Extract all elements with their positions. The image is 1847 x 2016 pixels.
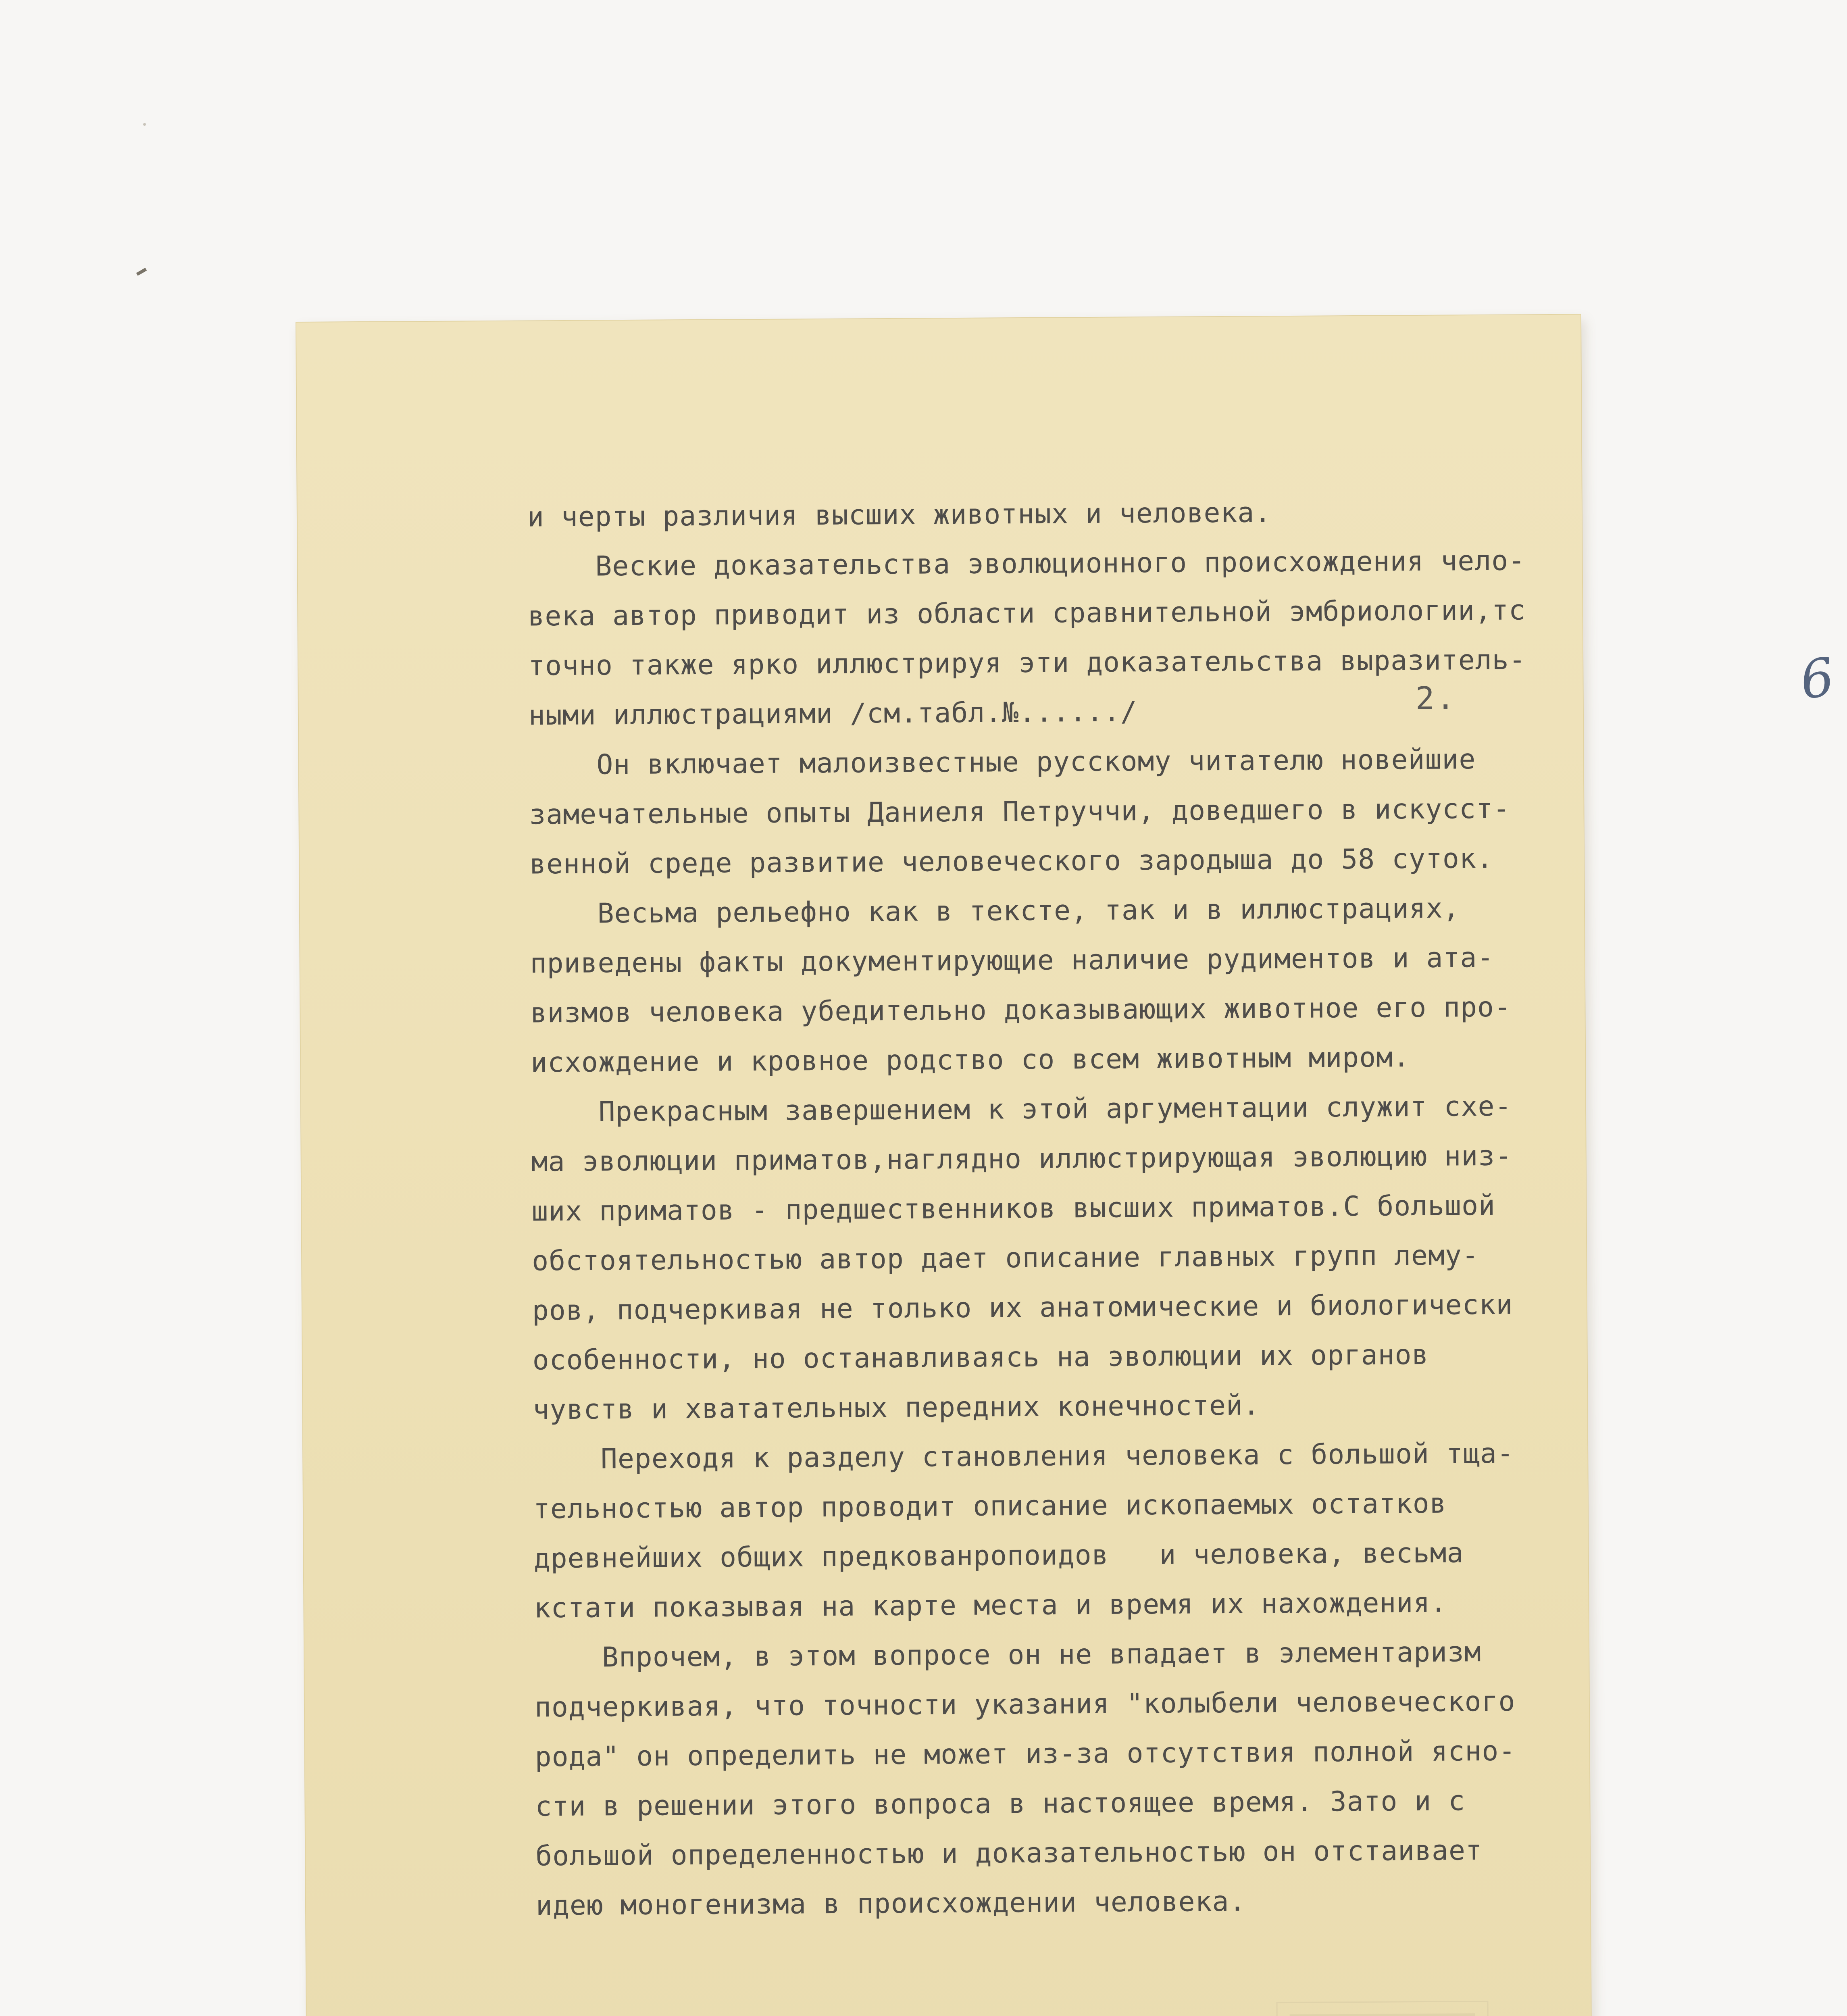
body-text [527, 486, 1609, 1931]
text-line: ма эволюции приматов,наглядно иллюстрирующая эволюцию низ- [531, 1140, 1512, 1178]
text-line: Прекрасным завершением к этой аргументации служит схе- [531, 1090, 1512, 1129]
text-line: Переходя к разделу становления человека с большой тща- [533, 1437, 1514, 1476]
text-line: века автор приводит из области сравнительной эмбриологии,тс [528, 594, 1526, 633]
text-line: Веские доказательства эволюционного происхождения чело- [527, 545, 1526, 583]
text-line: ших приматов - предшественников высших приматов.С большой [531, 1189, 1496, 1228]
text-line: и черты различия высших животных и человека. [527, 497, 1272, 533]
text-line: Весьма рельефно как в тексте, так и в иллюстрациях, [529, 892, 1460, 930]
text-line: замечательные опыты Даниеля Петруччи, доведшего в искусст- [529, 793, 1510, 831]
text-line: исхождение и кровное родство со всем животным миром. [530, 1041, 1410, 1079]
text-line: Впрочем, в этом вопросе он не впадает в элементаризм [534, 1636, 1482, 1674]
text-line: ров, подчеркивая не только их анатомические и биологически [532, 1289, 1513, 1327]
handwritten-archive-number: 6 [1796, 646, 1838, 712]
text-line: особенности, но останавливаясь на эволюции их органов [532, 1339, 1429, 1377]
text-line: большой определенностью и доказательностью он отстаивает [535, 1835, 1483, 1872]
text-line: Он включает малоизвестные русскому читателю новейшие [529, 744, 1476, 781]
scan-dust-speck [143, 123, 146, 126]
text-line: чувств и хватательных передних конечностей. [533, 1389, 1260, 1426]
text-line: визмов человека убедительно доказывающих животное его про- [530, 991, 1512, 1029]
text-line: ными иллюстрациями /см.табл.№....../ [528, 696, 1138, 732]
scan-corner-mark [136, 268, 147, 276]
faint-stamp-impression [1276, 2001, 1489, 2016]
text-line: древнейших общих предкованропоидов и человека, весьма [533, 1537, 1464, 1575]
typewritten-page [296, 315, 1838, 2016]
text-line: обстоятельностью автор дает описание главных групп лему- [531, 1239, 1479, 1277]
text-line: кстати показывая на карте места и время их нахождения. [534, 1587, 1447, 1624]
text-line: тельностью автор проводит описание ископаемых остатков [533, 1487, 1447, 1525]
page-number: 2. [1415, 680, 1457, 717]
text-line: подчеркивая, что точности указания "колыбели человеческого [534, 1685, 1516, 1724]
text-line: идею моногенизма в происхождении человека. [535, 1885, 1246, 1922]
text-line: рода" он определить не может из-за отсутствия полной ясно- [535, 1735, 1516, 1773]
text-line: сти в решении этого вопроса в настоящее время. Зато и с [535, 1785, 1466, 1823]
text-line: приведены факты документирующие наличие рудиментов и ата- [530, 941, 1494, 980]
text-line: венной среде развитие человеческого зародыша до 58 суток. [529, 842, 1493, 881]
text-line: точно также ярко иллюстрируя эти доказательства выразитель- [528, 644, 1526, 682]
